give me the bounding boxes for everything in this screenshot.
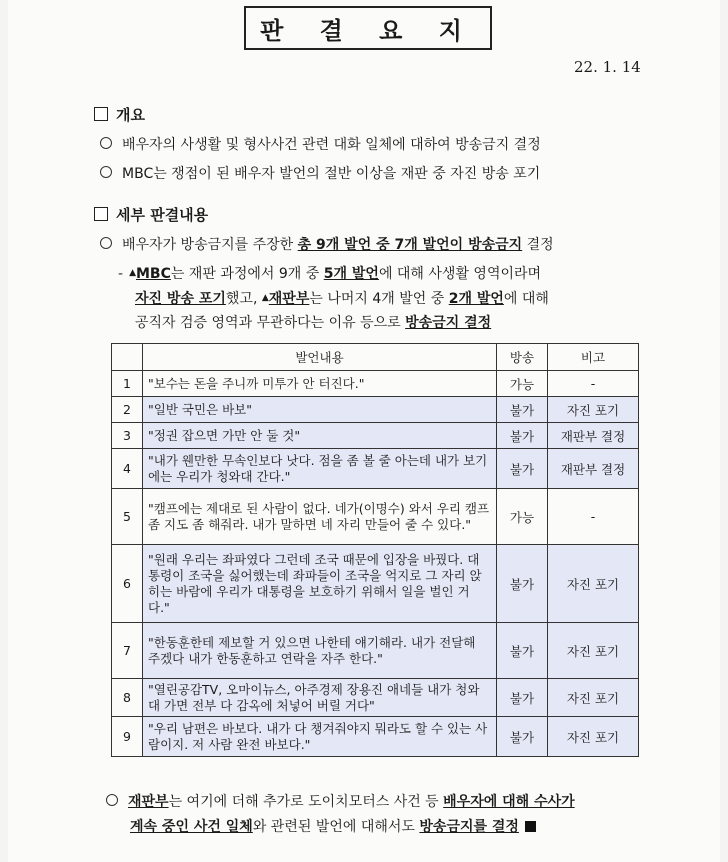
row-number: 1: [112, 371, 143, 397]
table-row: [112, 371, 639, 397]
detail-sub-line-1: - ▲MBC는 재판 과정에서 9개 중 5개 발언에 대해 사생활 영역이라며: [118, 266, 542, 282]
statement-table: [111, 343, 639, 757]
footer-line-2: 계속 중인 사건 일체와 관련된 발언에 대해서도 방송금지를 결정: [130, 816, 536, 836]
row-number: 4: [112, 449, 143, 489]
table-row: [112, 623, 639, 679]
row-number: 9: [112, 717, 143, 757]
quote-cell: "열린공감TV, 오마이뉴스, 아주경제 장용진 애네들 내가 청와대 가면 전부 다 감옥에 처넣어 버릴 거다": [143, 679, 497, 717]
table-corner-cell: [112, 344, 143, 371]
quote-cell: "우리 남편은 바보다. 내가 다 챙겨줘야지 뭐라도 할 수 있는 사람이지. 저 사람 완전 바보다.": [143, 717, 497, 757]
broadcast-cell: 불가: [497, 679, 548, 717]
quote-cell: "원래 우리는 좌파였다 그런데 조국 때문에 입장을 바꿨다. 대통령이 조국을 싫어했는데 좌파들이 조국을 억지로 그 자리 앉히는 바람에 우리가 대통령을 보호하기 위해서 일을 벌인 거다.": [143, 545, 497, 623]
section-overview-heading: 개요: [94, 104, 145, 125]
table-row: [112, 717, 639, 757]
detail-item-1: 배우자가 방송금지를 주장한 총 9개 발언 중 7개 발언이 방송금지 결정: [100, 234, 554, 254]
table-row: [112, 489, 639, 545]
note-cell: 자진 포기: [548, 679, 639, 717]
circle-bullet-icon: [106, 794, 118, 806]
detail-sub-line-3: 공직자 검증 영역과 무관하다는 이유 등으로 방송금지 결정: [135, 315, 492, 331]
broadcast-cell: 불가: [497, 423, 548, 449]
checkbox-square-icon: [94, 207, 108, 221]
quote-cell: "정권 잡으면 가만 안 둘 것": [143, 423, 497, 449]
circle-bullet-icon: [100, 137, 112, 149]
broadcast-cell: 불가: [497, 449, 548, 489]
note-cell: 자진 포기: [548, 623, 639, 679]
row-number: 2: [112, 397, 143, 423]
quote-cell: "한동훈한테 제보할 거 있으면 나한테 얘기해라. 내가 전달해 주겠다 내가 한동훈하고 연락을 자주 한다.": [143, 623, 497, 679]
note-cell: -: [548, 371, 639, 397]
circle-bullet-icon: [100, 237, 112, 249]
quote-cell: "캠프에는 제대로 된 사람이 없다. 네가(이명수) 와서 우리 캠프 좀 지도 좀 해줘라. 내가 말하면 네 자리 만들어 줄 수 있다.": [143, 489, 497, 545]
column-header-broadcast: 방송: [497, 344, 548, 371]
broadcast-cell: 불가: [497, 397, 548, 423]
note-cell: 자진 포기: [548, 397, 639, 423]
table-row: [112, 545, 639, 623]
table-row: [112, 679, 639, 717]
table-row: [112, 423, 639, 449]
quote-cell: "일반 국민은 바보": [143, 397, 497, 423]
end-square-icon: [525, 821, 536, 832]
detail-sub-line-2: 자진 방송 포기했고, ▲재판부는 나머지 4개 발언 중 2개 발언에 대해: [135, 291, 549, 307]
section-detail-heading: 세부 판결내용: [94, 204, 208, 225]
quote-cell: "내가 웬만한 무속인보다 낫다. 점을 좀 볼 줄 아는데 내가 보기에는 우리가 청와대 간다.": [143, 449, 497, 489]
row-number: 5: [112, 489, 143, 545]
note-cell: 재판부 결정: [548, 449, 639, 489]
footer-line-1: 재판부는 여기에 더해 추가로 도이치모터스 사건 등 배우자에 대해 수사가: [106, 791, 575, 811]
table-header-row: [112, 344, 639, 371]
note-cell: 재판부 결정: [548, 423, 639, 449]
note-cell: 자진 포기: [548, 545, 639, 623]
row-number: 8: [112, 679, 143, 717]
quote-cell: "보수는 돈을 주니까 미투가 안 터진다.": [143, 371, 497, 397]
overview-item-2: MBC는 쟁점이 된 배우자 발언의 절반 이상을 재판 중 자진 방송 포기: [100, 163, 540, 183]
table-row: [112, 449, 639, 489]
document-date: 22. 1. 14: [574, 58, 641, 76]
row-number: 6: [112, 545, 143, 623]
broadcast-cell: 가능: [497, 489, 548, 545]
triangle-bullet-icon: ▲: [129, 268, 136, 278]
note-cell: -: [548, 489, 639, 545]
checkbox-square-icon: [94, 107, 108, 121]
row-number: 3: [112, 423, 143, 449]
row-number: 7: [112, 623, 143, 679]
document-title: 판 결 요 지: [244, 6, 492, 50]
broadcast-cell: 불가: [497, 545, 548, 623]
table-row: [112, 397, 639, 423]
broadcast-cell: 가능: [497, 371, 548, 397]
column-header-quote: 발언내용: [143, 344, 497, 371]
circle-bullet-icon: [100, 166, 112, 178]
broadcast-cell: 불가: [497, 623, 548, 679]
overview-item-1: 배우자의 사생활 및 형사사건 관련 대화 일체에 대하여 방송금지 결정: [100, 134, 541, 154]
document-page: [8, 0, 720, 862]
column-header-note: 비고: [548, 344, 639, 371]
triangle-bullet-icon: ▲: [261, 293, 269, 303]
note-cell: 자진 포기: [548, 717, 639, 757]
broadcast-cell: 불가: [497, 717, 548, 757]
